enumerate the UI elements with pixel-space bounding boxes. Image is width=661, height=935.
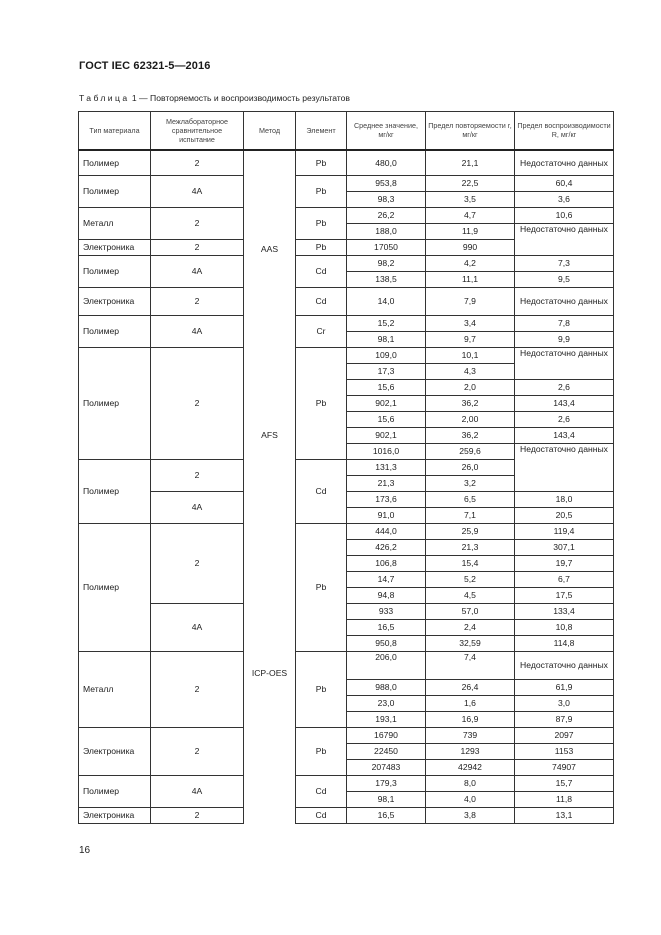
table-row <box>79 208 614 224</box>
reproducibility-cell: 15,7 <box>515 776 614 792</box>
repeatability-cell: 25,9 <box>426 524 515 540</box>
mean-cell: 138,5 <box>347 272 426 288</box>
mean-cell: 98,2 <box>347 256 426 272</box>
mean-cell: 902,1 <box>347 428 426 444</box>
material-cell: Металл <box>79 208 151 240</box>
repeatability-cell: 739 <box>426 728 515 744</box>
reproducibility-cell: Недостаточно данных <box>515 288 614 316</box>
repeatability-cell: 57,0 <box>426 604 515 620</box>
reproducibility-cell: 11,8 <box>515 792 614 808</box>
table-row <box>79 256 614 272</box>
repeatability-cell: 4,0 <box>426 792 515 808</box>
reproducibility-cell: 7,8 <box>515 316 614 332</box>
mean-cell: 26,2 <box>347 208 426 224</box>
element-cell: Cd <box>296 288 347 316</box>
element-cell: Pb <box>296 348 347 460</box>
mean-cell: 91,0 <box>347 508 426 524</box>
table-row <box>79 728 614 744</box>
repeatability-cell: 4,3 <box>426 364 515 380</box>
material-cell: Полимер <box>79 460 151 524</box>
method-cell: AFS <box>244 348 296 524</box>
reproducibility-cell: Недостаточно данных <box>515 150 614 176</box>
mean-cell: 109,0 <box>347 348 426 364</box>
table-row <box>79 652 614 680</box>
interlab-cell: 2 <box>151 460 244 492</box>
mean-cell: 17050 <box>347 240 426 256</box>
repeatability-cell: 3,4 <box>426 316 515 332</box>
mean-cell: 131,3 <box>347 460 426 476</box>
material-cell: Электроника <box>79 808 151 824</box>
interlab-cell: 4A <box>151 776 244 808</box>
interlab-cell: 4A <box>151 604 244 652</box>
material-cell: Металл <box>79 652 151 728</box>
document-standard-header: ГОСТ IEC 62321-5—2016 <box>79 60 211 72</box>
page-number: 16 <box>79 845 91 856</box>
header-interlab: Межлабораторное сравнительное испытание <box>151 112 244 150</box>
reproducibility-cell: 17,5 <box>515 588 614 604</box>
reproducibility-cell: 1153 <box>515 744 614 760</box>
mean-cell: 16,5 <box>347 620 426 636</box>
interlab-cell: 2 <box>151 150 244 176</box>
reproducibility-cell: Недостаточно данных <box>515 348 614 380</box>
table-caption <box>79 93 350 103</box>
repeatability-cell: 8,0 <box>426 776 515 792</box>
element-cell: Pb <box>296 240 347 256</box>
method-cell: ICP-OES <box>244 524 296 824</box>
repeatability-cell: 2,0 <box>426 380 515 396</box>
element-cell: Pb <box>296 150 347 176</box>
reproducibility-cell: 61,9 <box>515 680 614 696</box>
reproducibility-cell: 19,7 <box>515 556 614 572</box>
table-row <box>79 288 614 316</box>
mean-cell: 98,3 <box>347 192 426 208</box>
repeatability-cell: 6,5 <box>426 492 515 508</box>
interlab-cell: 4A <box>151 316 244 348</box>
reproducibility-cell: 143,4 <box>515 428 614 444</box>
mean-cell: 179,3 <box>347 776 426 792</box>
repeatability-cell: 2,00 <box>426 412 515 428</box>
repeatability-cell: 10,1 <box>426 348 515 364</box>
table-row <box>79 604 614 620</box>
header-mean: Среднее значение, мг/кг <box>347 112 426 150</box>
repeatability-cell: 26,4 <box>426 680 515 696</box>
material-cell: Полимер <box>79 776 151 808</box>
table-row <box>79 316 614 332</box>
repeatability-cell: 3,2 <box>426 476 515 492</box>
reproducibility-cell: 133,4 <box>515 604 614 620</box>
mean-cell: 173,6 <box>347 492 426 508</box>
repeatability-cell: 36,2 <box>426 396 515 412</box>
header-material: Тип материала <box>79 112 151 150</box>
mean-cell: 106,8 <box>347 556 426 572</box>
interlab-cell: 2 <box>151 524 244 604</box>
reproducibility-cell: 20,5 <box>515 508 614 524</box>
mean-cell: 480,0 <box>347 150 426 176</box>
mean-cell: 16790 <box>347 728 426 744</box>
repeatability-cell: 3,5 <box>426 192 515 208</box>
mean-cell: 902,1 <box>347 396 426 412</box>
mean-cell: 193,1 <box>347 712 426 728</box>
mean-cell: 950,8 <box>347 636 426 652</box>
element-cell: Pb <box>296 652 347 728</box>
reproducibility-cell: 7,3 <box>515 256 614 272</box>
repeatability-cell: 26,0 <box>426 460 515 476</box>
repeatability-cell: 4,5 <box>426 588 515 604</box>
interlab-cell: 2 <box>151 208 244 240</box>
header-method: Метод <box>244 112 296 150</box>
mean-cell: 98,1 <box>347 792 426 808</box>
reproducibility-cell: Недостаточно данных <box>515 444 614 492</box>
repeatability-cell: 3,8 <box>426 808 515 824</box>
reproducibility-cell: 3,6 <box>515 192 614 208</box>
table-row <box>79 150 614 176</box>
mean-cell: 207483 <box>347 760 426 776</box>
reproducibility-cell: 6,7 <box>515 572 614 588</box>
table-header-row <box>79 112 614 150</box>
mean-cell: 188,0 <box>347 224 426 240</box>
element-cell: Cd <box>296 776 347 808</box>
table-row <box>79 776 614 792</box>
repeatability-cell: 22,5 <box>426 176 515 192</box>
reproducibility-cell: Недостаточно данных <box>515 652 614 680</box>
material-cell: Полимер <box>79 256 151 288</box>
repeatability-cell: 259,6 <box>426 444 515 460</box>
table-caption-label: Таблица <box>79 93 130 103</box>
mean-cell: 426,2 <box>347 540 426 556</box>
repeatability-cell: 11,9 <box>426 224 515 240</box>
repeatability-cell: 1293 <box>426 744 515 760</box>
element-cell: Pb <box>296 728 347 776</box>
mean-cell: 94,8 <box>347 588 426 604</box>
interlab-cell: 2 <box>151 348 244 460</box>
material-cell: Электроника <box>79 240 151 256</box>
reproducibility-cell: 60,4 <box>515 176 614 192</box>
table-row <box>79 524 614 540</box>
interlab-cell: 4A <box>151 256 244 288</box>
reproducibility-cell: 74907 <box>515 760 614 776</box>
interlab-cell: 2 <box>151 240 244 256</box>
interlab-cell: 4A <box>151 492 244 524</box>
reproducibility-cell: 2097 <box>515 728 614 744</box>
header-reproducibility: Предел воспроизводимости R, мг/кг <box>515 112 614 150</box>
element-cell: Cd <box>296 460 347 524</box>
header-element: Элемент <box>296 112 347 150</box>
repeatability-cell: 9,7 <box>426 332 515 348</box>
interlab-cell: 2 <box>151 728 244 776</box>
repeatability-cell: 4,7 <box>426 208 515 224</box>
repeatability-cell: 5,2 <box>426 572 515 588</box>
mean-cell: 444,0 <box>347 524 426 540</box>
reproducibility-cell: 2,6 <box>515 380 614 396</box>
method-cell: AAS <box>244 150 296 348</box>
results-table <box>78 111 614 824</box>
reproducibility-cell: 87,9 <box>515 712 614 728</box>
reproducibility-cell: 119,4 <box>515 524 614 540</box>
table-row <box>79 492 614 508</box>
material-cell: Полимер <box>79 524 151 652</box>
interlab-cell: 2 <box>151 288 244 316</box>
mean-cell: 988,0 <box>347 680 426 696</box>
repeatability-cell: 2,4 <box>426 620 515 636</box>
element-cell: Cd <box>296 256 347 288</box>
reproducibility-cell: 18,0 <box>515 492 614 508</box>
reproducibility-cell: 9,5 <box>515 272 614 288</box>
material-cell: Полимер <box>79 176 151 208</box>
mean-cell: 22450 <box>347 744 426 760</box>
table-row <box>79 348 614 364</box>
interlab-cell: 2 <box>151 652 244 728</box>
table-caption-text: 1 — Повторяемость и воспроизводимость результатов <box>129 93 350 103</box>
element-cell: Pb <box>296 524 347 652</box>
mean-cell: 98,1 <box>347 332 426 348</box>
mean-cell: 21,3 <box>347 476 426 492</box>
repeatability-cell: 21,3 <box>426 540 515 556</box>
material-cell: Полимер <box>79 150 151 176</box>
element-cell: Pb <box>296 208 347 240</box>
mean-cell: 933 <box>347 604 426 620</box>
reproducibility-cell: 2,6 <box>515 412 614 428</box>
repeatability-cell: 7,9 <box>426 288 515 316</box>
mean-cell: 14,7 <box>347 572 426 588</box>
reproducibility-cell: 13,1 <box>515 808 614 824</box>
header-repeatability: Предел повторяемости r, мг/кг <box>426 112 515 150</box>
material-cell: Электроника <box>79 288 151 316</box>
reproducibility-cell: 10,6 <box>515 208 614 224</box>
reproducibility-cell: 114,8 <box>515 636 614 652</box>
repeatability-cell: 36,2 <box>426 428 515 444</box>
mean-cell: 23,0 <box>347 696 426 712</box>
repeatability-cell: 7,1 <box>426 508 515 524</box>
reproducibility-cell: 307,1 <box>515 540 614 556</box>
reproducibility-cell: 9,9 <box>515 332 614 348</box>
mean-cell: 16,5 <box>347 808 426 824</box>
repeatability-cell: 11,1 <box>426 272 515 288</box>
material-cell: Полимер <box>79 348 151 460</box>
repeatability-cell: 42942 <box>426 760 515 776</box>
material-cell: Полимер <box>79 316 151 348</box>
material-cell: Электроника <box>79 728 151 776</box>
repeatability-cell: 4,2 <box>426 256 515 272</box>
repeatability-cell: 32,59 <box>426 636 515 652</box>
element-cell: Cd <box>296 808 347 824</box>
reproducibility-cell: Недостаточно данных <box>515 224 614 256</box>
reproducibility-cell: 143,4 <box>515 396 614 412</box>
mean-cell: 15,6 <box>347 380 426 396</box>
mean-cell: 14,0 <box>347 288 426 316</box>
element-cell: Cr <box>296 316 347 348</box>
element-cell: Pb <box>296 176 347 208</box>
repeatability-cell: 15,4 <box>426 556 515 572</box>
mean-cell: 15,6 <box>347 412 426 428</box>
mean-cell: 15,2 <box>347 316 426 332</box>
table-row <box>79 808 614 824</box>
interlab-cell: 2 <box>151 808 244 824</box>
repeatability-cell: 990 <box>426 240 515 256</box>
reproducibility-cell: 3,0 <box>515 696 614 712</box>
mean-cell: 206,0 <box>347 652 426 680</box>
repeatability-cell: 7,4 <box>426 652 515 680</box>
reproducibility-cell: 10,8 <box>515 620 614 636</box>
repeatability-cell: 21,1 <box>426 150 515 176</box>
repeatability-cell: 16,9 <box>426 712 515 728</box>
mean-cell: 17,3 <box>347 364 426 380</box>
mean-cell: 953,8 <box>347 176 426 192</box>
table-row <box>79 176 614 192</box>
repeatability-cell: 1,6 <box>426 696 515 712</box>
interlab-cell: 4A <box>151 176 244 208</box>
mean-cell: 1016,0 <box>347 444 426 460</box>
